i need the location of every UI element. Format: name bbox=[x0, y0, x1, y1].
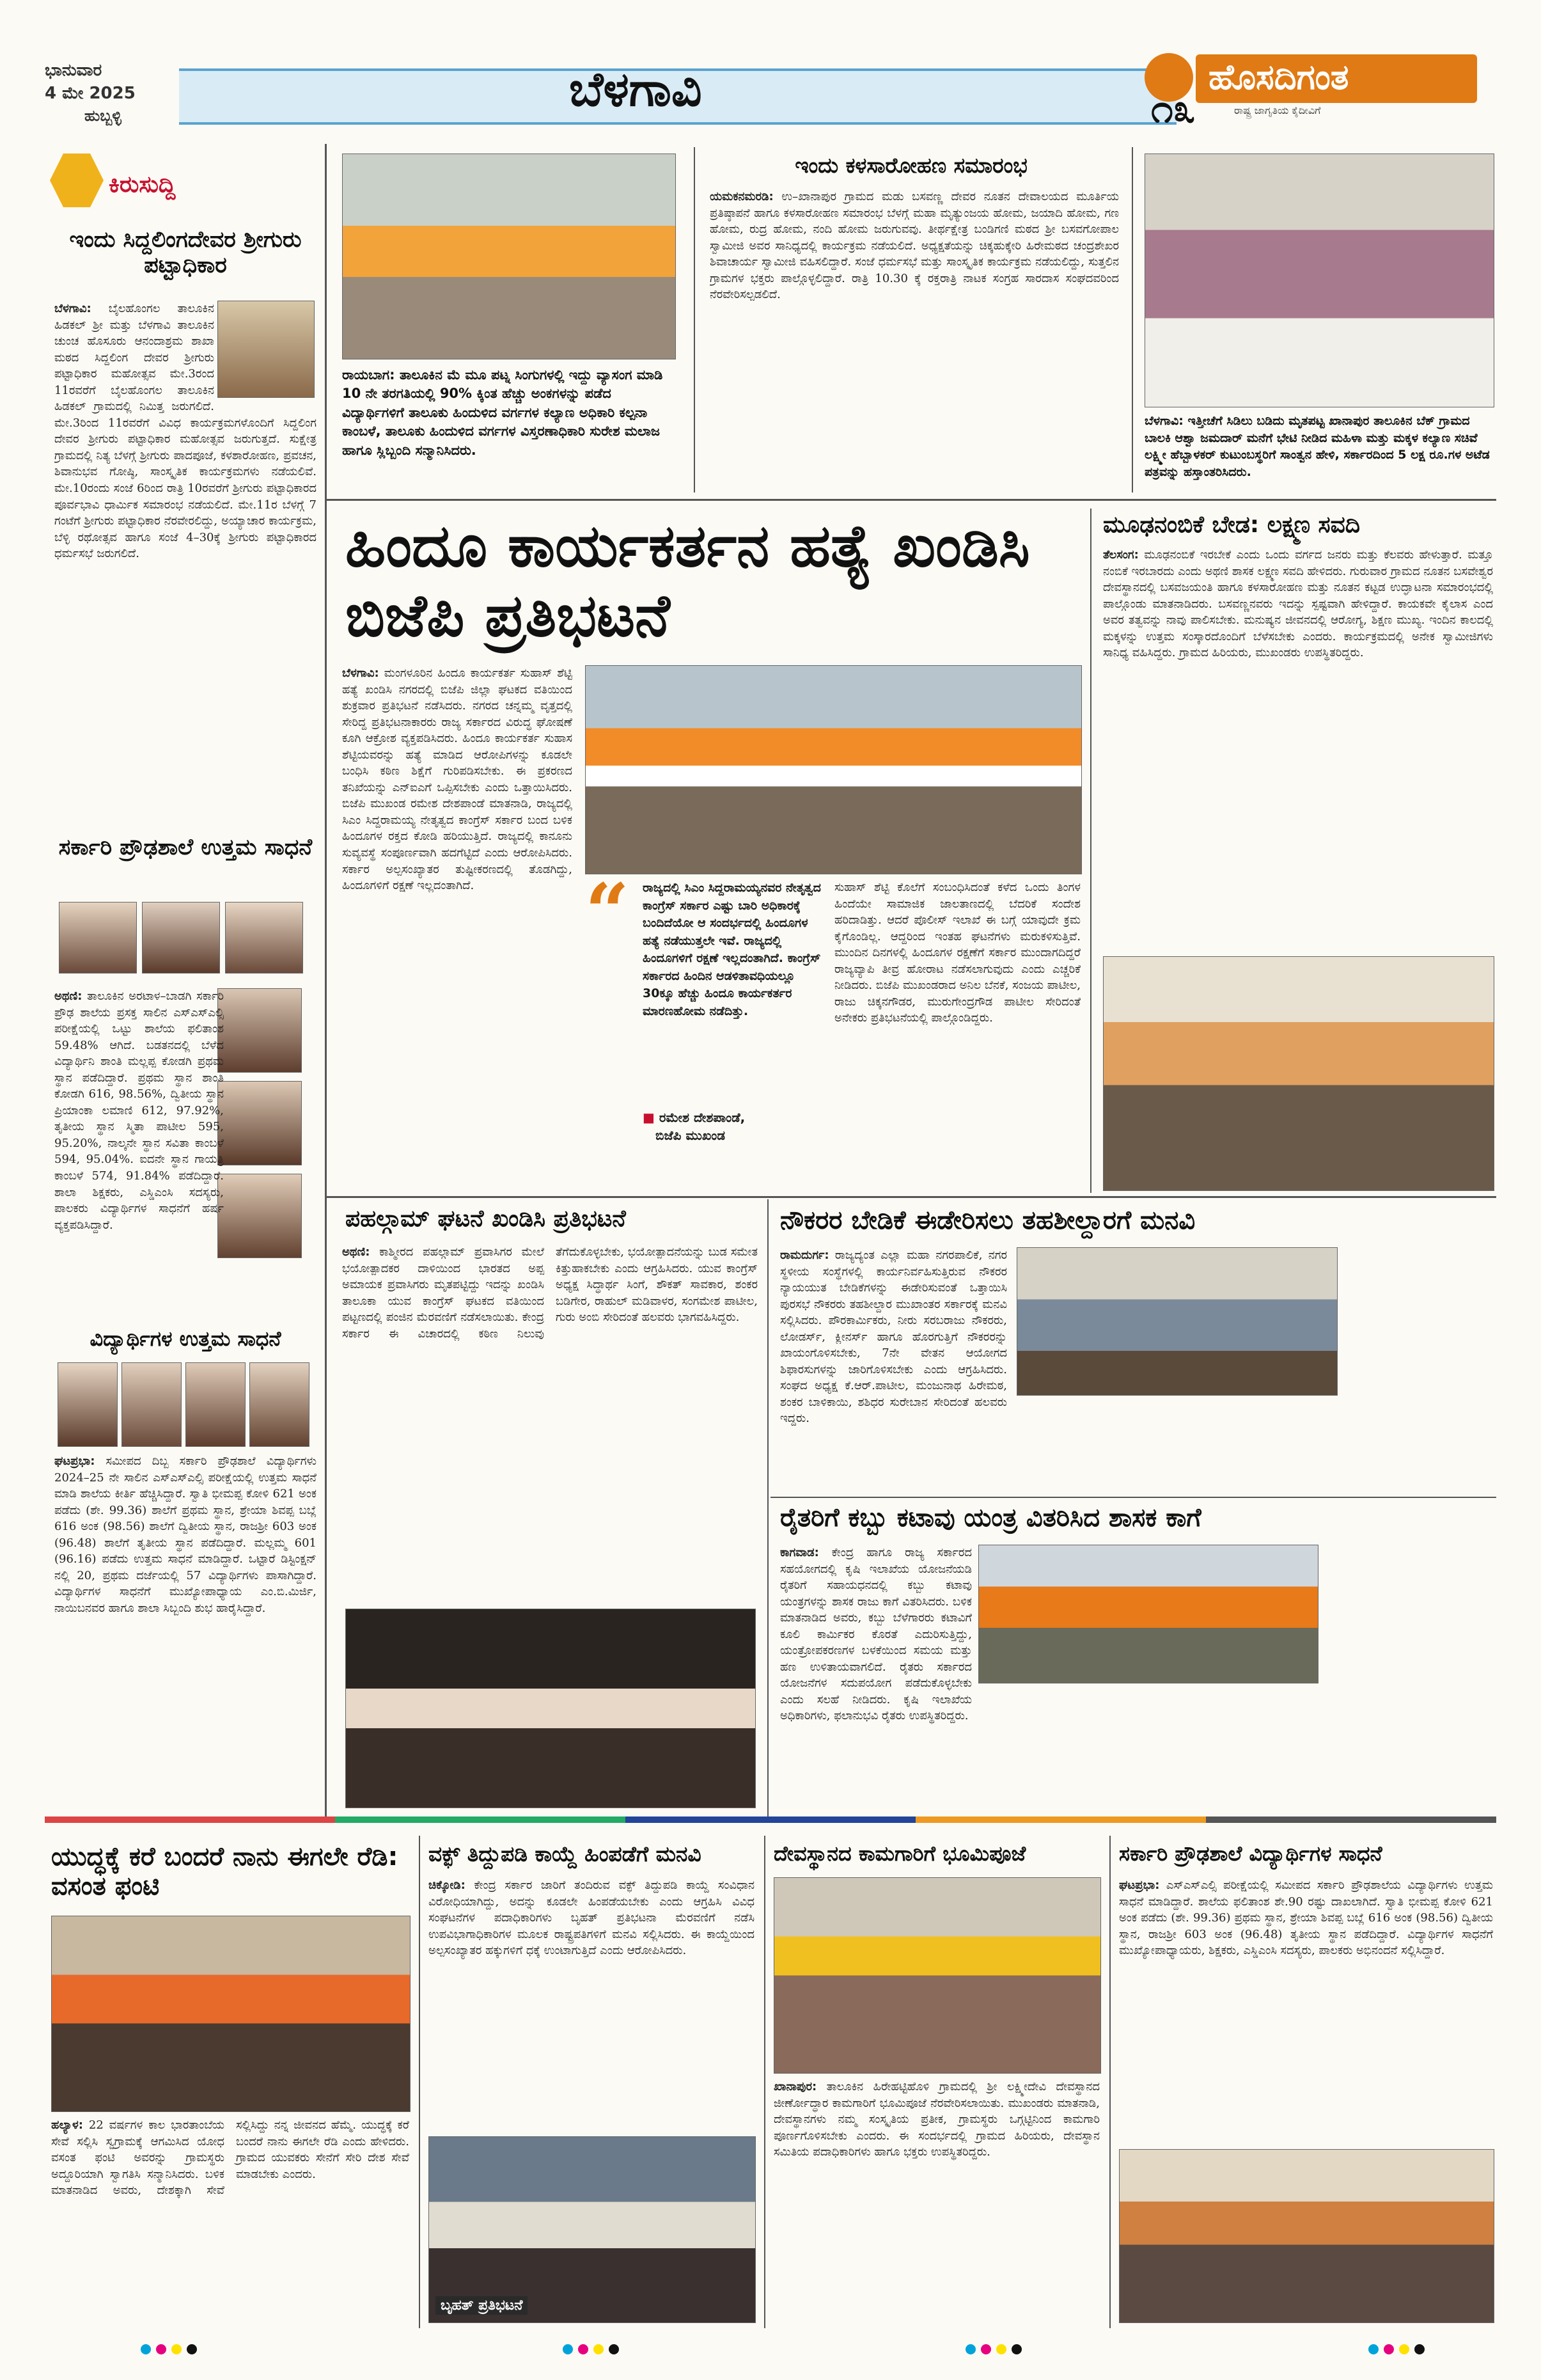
column-rule bbox=[764, 1836, 765, 2328]
story-body bbox=[54, 1453, 317, 1808]
story-title: ವಕ್ಫ್ ತಿದ್ದುಪಡಿ ಕಾಯ್ದೆ ಹಿಂಪಡೆಗೆ ಮನವಿ bbox=[428, 1841, 701, 1866]
student-photo bbox=[121, 1362, 182, 1447]
story-body bbox=[54, 301, 317, 825]
story-body bbox=[428, 1877, 755, 2130]
story-text: ಬೈಲಹೊಂಗಲ ತಾಲೂಕಿನ ಹಿಡಕಲ್ ಶ್ರೀ ಮತ್ತು ಬೆಳಗಾವಿ ತಾಲೂಕಿನ ಚುಂಚ ಹೊಸೂರು ಆನಂದಾಶ್ರಮ ಶಾಖಾ ಮಠದ ಸಿದ್ದಲಿಂಗ ದೇವರ ಶ್ರೀಗುರು ಪಟ್ಟಾಧಿಕಾರ ಮಹೋತ್ಸವ ಮೇ.3ರಂದ 11ರವರೆಗೆ ಬೈಲಹೊಂಗಲ ತಾಲೂಕಿನ ಹಿಡಕಲ್ ಗ್ರಾಮದಲ್ಲಿ ನಿಮಿತ್ತ ಜರುಗಲಿದೆ. ಮೇ.3ರಿಂದ 11ರವರೆಗೆ ವಿವಿಧ ಕಾರ್ಯಕ್ರಮಗಳೊಂದಿಗೆ ಸಿದ್ದಲಿಂಗ ದೇವರ ಶ್ರೀಗುರು ಪಟ್ಟಾಧಿಕಾರ ಮಹೋತ್ಸವ ಜರುಗುತ್ತದೆ. ಸುಕ್ಷೇತ್ರ ಗ್ರಾಮದಲ್ಲಿ ನಿತ್ಯ ಬೆಳಗ್ಗೆ ಶ್ರೀಗುರು ಪಾದಪೂಜೆ, ಕಳಶಾರೋಹಣ, ಪ್ರವಚನ, ಶಿವಾನುಭವ ಗೋಷ್ಠಿ, ಸಾಂಸ್ಕೃತಿಕ ಕಾರ್ಯಕ್ರಮಗಳು ನಡೆಯಲಿವೆ. ಮೇ.10ರಂದು ಸಂಜೆ 6ರಿಂದ ರಾತ್ರಿ 10ರವರೆಗೆ ಶ್ರೀಗುರು ಪಟ್ಟಾಧಿಕಾರದ ಪೂರ್ವಭಾವಿ ಧಾರ್ಮಿಕ ಸಮಾರಂಭ ನಡೆಯಲಿದೆ. ಮೇ.11ರ ಬೆಳಗ್ಗೆ 7 ಗಂಟೆಗೆ ಶ್ರೀಗುರು ಪಟ್ಟಾಧಿಕಾರ ನೆರವೇರಲಿದ್ದು, ಅಯ್ಯಾಚಾರ ಕಾರ್ಯಕ್ರಮ, ಬೆಳ್ಳಿ ರಥೋತ್ಸವ ಹಾಗೂ ಸಂಜೆ 4–30ಕ್ಕೆ ಶ್ರೀಗುರು ಪಟ್ಟಾಧಿಕಾರದ ಧರ್ಮಸಭೆ ಜರುಗಲಿದೆ. bbox=[54, 302, 317, 561]
story-dateline: ಚಿಕ್ಕೋಡಿ: bbox=[428, 1879, 465, 1892]
torch-rally-photo bbox=[345, 1609, 756, 1808]
minister-visit-photo bbox=[1145, 154, 1494, 407]
story-dateline: ಯಮಕನಮರಡಿ: bbox=[710, 190, 774, 203]
registration-marks bbox=[563, 2344, 619, 2354]
story-title: ಪಹಲ್ಗಾಮ್ ಘಟನೆ ಖಂಡಿಸಿ ಪ್ರತಿಭಟನೆ bbox=[345, 1206, 626, 1232]
protest-photo bbox=[585, 665, 1082, 874]
story-text: ಸುಹಾಸ್ ಶೆಟ್ಟಿ ಕೊಲೆಗೆ ಸಂಬಂಧಿಸಿದಂತೆ ಕಳೆದ ಒಂದು ತಿಂಗಳ ಹಿಂದೆಯೇ ಸಾಮಾಜಿಕ ಜಾಲತಾಣದಲ್ಲಿ ಬೆದರಿಕೆ ಸಂದೇಶ ಹರಿದಾಡಿತ್ತು. ಆದರೆ ಪೊಲೀಸ್ ಇಲಾಖೆ ಈ ಬಗ್ಗೆ ಯಾವುದೇ ಕ್ರಮ ಕೈಗೊಂಡಿಲ್ಲ. ಆದ್ದರಿಂದ ಇಂತಹ ಘಟನೆಗಳು ಮರುಕಳಿಸುತ್ತಿವೆ. ಮುಂದಿನ ದಿನಗಳಲ್ಲಿ ಹಿಂದೂಗಳ ರಕ್ಷಣೆಗೆ ಸರ್ಕಾರ ಮುಂದಾಗದಿದ್ದರೆ ರಾಜ್ಯವ್ಯಾಪಿ ತೀವ್ರ ಹೋರಾಟ ನಡೆಸಲಾಗುವುದು ಎಂದು ಎಚ್ಚರಿಕೆ ನೀಡಿದರು. ಬಿಜೆಪಿ ಮುಖಂಡರಾದ ಅನಿಲ ಬೆನಕೆ, ಸಂಜಯ ಪಾಟೀಲ, ರಾಜು ಚಿಕ್ಕನಗೌಡರ, ಮುರುಗೇಂದ್ರಗೌಡ ಪಾಟೀಲ ಸೇರಿದಂತೆ ಅನೇಕರು ಪ್ರತಿಭಟನೆಯಲ್ಲಿ ಪಾಲ್ಗೊಂಡಿದ್ದರು. bbox=[834, 881, 1081, 1025]
story-dateline: ಅಥಣಿ: bbox=[54, 989, 82, 1003]
story-body bbox=[1119, 1877, 1493, 2143]
story-dateline: ಕಾಗವಾಡ: bbox=[780, 1546, 819, 1559]
story-body bbox=[710, 189, 1119, 496]
row-rule bbox=[325, 499, 1496, 501]
harvester-photo bbox=[978, 1545, 1318, 1683]
story-body bbox=[342, 1244, 758, 1602]
story-title: ಮೂಢನಂಬಿಕೆ ಬೇಡ: ಲಕ್ಷ್ಮಣ ಸವದಿ bbox=[1103, 512, 1361, 538]
quote-text: ರಾಜ್ಯದಲ್ಲಿ ಸಿಎಂ ಸಿದ್ದರಾಮಯ್ಯನವರ ನೇತೃತ್ವದ ಕಾಂಗ್ರೆಸ್ ಸರ್ಕಾರ ಎಷ್ಟು ಬಾರಿ ಅಧಿಕಾರಕ್ಕೆ ಬಂದಿದೆಯೋ ಆ ಸಂದರ್ಭದಲ್ಲಿ ಹಿಂದೂಗಳ ಹತ್ಯೆ ನಡೆಯುತ್ತಲೇ ಇವೆ. ರಾಜ್ಯದಲ್ಲಿ ಹಿಂದೂಗಳಿಗೆ ರಕ್ಷಣೆ ಇಲ್ಲದಂತಾಗಿದೆ. ಕಾಂಗ್ರೆಸ್ ಸರ್ಕಾರದ ಹಿಂದಿನ ಆಡಳಿತಾವಧಿಯಲ್ಲೂ 30ಕ್ಕೂ ಹೆಚ್ಚು ಹಿಂದೂ ಕಾರ್ಯಕರ್ತರ ಮಾರಣಹೋಮ ನಡೆದಿತ್ತು. bbox=[643, 881, 821, 1018]
story-text: ಸಮೀಪದ ದಿಬ್ಬ ಸರ್ಕಾರಿ ಪ್ರೌಢಶಾಲೆ ವಿದ್ಯಾರ್ಥಿಗಳು 2024–25 ನೇ ಸಾಲಿನ ಎಸ್ಎಸ್ಎಲ್ಸಿ ಪರೀಕ್ಷೆಯಲ್ಲಿ ಉತ್ತಮ ಸಾಧನೆ ಮಾಡಿ ಶಾಲೆಯ ಕೀರ್ತಿ ಹೆಚ್ಚಿಸಿದ್ದಾರೆ. ಸ್ವಾತಿ ಭೀಮಪ್ಪ ಕೋಳಿ 621 ಅಂಕ ಪಡೆದು (ಶೇ. 99.36) ಶಾಲೆಗೆ ಪ್ರಥಮ ಸ್ಥಾನ, ಶ್ರೇಯಾ ಶಿವಪ್ಪ ಬಬ್ಲೆ 616 ಅಂಕ (98.56) ಶಾಲೆಗೆ ದ್ವಿತೀಯ ಸ್ಥಾನ, ರಾಜಶ್ರೀ 603 ಅಂಕ (96.48) ಶಾಲೆಗೆ ತೃತೀಯ ಸ್ಥಾನ ಪಡೆದಿದ್ದಾರೆ. ಮಲ್ಲಮ್ಮ 601 (96.16) ಪಡೆದು ಉತ್ತಮ ಸಾಧನೆ ಮಾಡಿದ್ದಾರೆ. ಒಟ್ಟಾರೆ ಡಿಸ್ಟಿಂಕ್ಷನ್ ನಲ್ಲಿ 20, ಪ್ರಥಮ ದರ್ಜೆಯಲ್ಲಿ 57 ವಿದ್ಯಾರ್ಥಿಗಳು ಪಾಸಾಗಿದ್ದಾರೆ. ವಿದ್ಯಾರ್ಥಿಗಳ ಸಾಧನೆಗೆ ಮುಖ್ಯೋಪಾಧ್ಯಾಯ ಎಂ.ಬಿ.ಮಿರ್ಜಿ, ನಾಯಿಬನವರ ಹಾಗೂ ಶಾಲಾ ಸಿಬ್ಬಂದಿ ಶುಭ ಹಾರೈಸಿದ್ದಾರೆ. bbox=[54, 1454, 317, 1615]
groundbreaking-photo bbox=[774, 1877, 1101, 2074]
registration-marks bbox=[966, 2344, 1022, 2354]
row-rule bbox=[325, 1196, 1496, 1198]
masthead-place: ಹುಬ್ಬಳ್ಳಿ bbox=[84, 107, 121, 125]
soldier-welcome-photo bbox=[51, 1916, 411, 2112]
story-text: ಉ–ಖಾನಾಪುರ ಗ್ರಾಮದ ಮಡು ಬಸವಣ್ಣ ದೇವರ ನೂತನ ದೇವಾಲಯದ ಮೂರ್ತಿಯ ಪ್ರತಿಷ್ಠಾಪನೆ ಹಾಗೂ ಕಳಸಾರೋಹಣ ಸಮಾರಂಭ ಬೆಳಗ್ಗೆ ಮಹಾ ಮೃತ್ಯುಂಜಯ ಹೋಮ, ಜಯಾದಿ ಹೋಮ, ಗಣ ಹೋಮ, ರುದ್ರ ಹೋಮ, ನಂದಿ ಹೋಮ ಜರುಗುವವು. ತೀರ್ಥಕ್ಷೇತ್ರ ಬಂಡಿಗಣಿ ಮಠದ ಶ್ರೀ ಬಸವಗೋಪಾಲ ಸ್ವಾಮೀಜಿ ಅವರ ಸಾನಿಧ್ಯದಲ್ಲಿ ಕಾರ್ಯಕ್ರಮ ನಡೆಯಲಿದೆ. ಅಧ್ಯಕ್ಷತೆಯನ್ನು ಚಿಕ್ಕಹುಕ್ಕೇರಿ ಹಿರೇಮಠದ ಚಂದ್ರಶೇಖರ ಶಿವಾಚಾರ್ಯ ಸ್ವಾಮೀಜಿ ವಹಿಸಲಿದ್ದಾರೆ. ಸಂಜೆ ಧರ್ಮಸಭೆ ಮತ್ತು ಸಾಂಸ್ಕೃತಿಕ ಕಾರ್ಯಕ್ರಮ ನಡೆಯಲಿದ್ದು, ಸುತ್ತಲಿನ ಗ್ರಾಮಗಳ ಭಕ್ತರು ಪಾಲ್ಗೊಳ್ಳಲಿದ್ದಾರೆ. ರಾತ್ರಿ 10.30 ಕ್ಕೆ ರಕ್ತರಾತ್ರಿ ನಾಟಕ ಸಂಗ್ರಹ ಸಾರದಾಸ ಸಂಘದವರಿಂದ ನೆರವೇರಿಸಲ್ಪಡಲಿದೆ. bbox=[710, 190, 1119, 302]
story-dateline: ಬೆಳಗಾವಿ: bbox=[54, 302, 91, 315]
column-rule bbox=[1090, 508, 1091, 1193]
story-body bbox=[51, 2117, 409, 2322]
story-body-continued bbox=[978, 1689, 1317, 1810]
event-photo bbox=[1103, 956, 1494, 1191]
story-text: ಕೇಂದ್ರ ಹಾಗೂ ರಾಜ್ಯ ಸರ್ಕಾರದ ಸಹಯೋಗದಲ್ಲಿ ಕೃಷಿ ಇಲಾಖೆಯ ಯೋಜನೆಯಡಿ ರೈತರಿಗೆ ಸಹಾಯಧನದಲ್ಲಿ ಕಬ್ಬು ಕಟಾವು ಯಂತ್ರಗಳನ್ನು ಶಾಸಕ ರಾಜು ಕಾಗೆ ವಿತರಿಸಿದರು. ಬಳಿಕ ಮಾತನಾಡಿದ ಅವರು, ಕಬ್ಬು ಬೆಳೆಗಾರರು ಕಟಾವಿಗೆ ಕೂಲಿ ಕಾರ್ಮಿಕರ ಕೊರತೆ ಎದುರಿಸುತ್ತಿದ್ದು, ಯಂತ್ರೋಪಕರಣಗಳ ಬಳಕೆಯಿಂದ ಸಮಯ ಮತ್ತು ಹಣ ಉಳಿತಾಯವಾಗಲಿದೆ. ರೈತರು ಸರ್ಕಾರದ ಯೋಜನೆಗಳ ಸದುಪಯೋಗ ಪಡೆದುಕೊಳ್ಳಬೇಕು ಎಂದು ಸಲಹೆ ನೀಡಿದರು. ಕೃಷಿ ಇಲಾಖೆಯ ಅಧಿಕಾರಿಗಳು, ಫಲಾನುಭವಿ ರೈತರು ಉಪಸ್ಥಿತರಿದ್ದರು. bbox=[780, 1546, 972, 1723]
registration-marks bbox=[1368, 2344, 1425, 2354]
column-rule bbox=[419, 1836, 420, 2328]
story-dateline: ಖಾನಾಪುರ: bbox=[774, 2080, 817, 2093]
story-title: ಇಂದು ಸಿದ್ದಲಿಂಗದೇವರ ಶ್ರೀಗುರು ಪಟ್ಟಾಧಿಕಾರ bbox=[69, 227, 302, 279]
masthead bbox=[45, 57, 1496, 132]
felicitation-photo bbox=[342, 154, 676, 359]
story-text: ರಾಜ್ಯದ್ಯಂತ ಎಲ್ಲಾ ಮಹಾ ನಗರಪಾಲಿಕೆ, ನಗರ ಸ್ಥಳೀಯ ಸಂಸ್ಥೆಗಳಲ್ಲಿ ಕಾರ್ಯನಿರ್ವಹಿಸುತ್ತಿರುವ ನೌಕರರ ನ್ಯಾಯಯುತ ಬೇಡಿಕೆಗಳನ್ನು ಈಡೇರಿಸುವಂತೆ ಒತ್ತಾಯಿಸಿ ಪುರಸಭೆ ನೌಕರರು ತಹಶೀಲ್ದಾರ ಮುಖಾಂತರ ಸರ್ಕಾರಕ್ಕೆ ಮನವಿ ಸಲ್ಲಿಸಿದರು. ಪೌರಕಾರ್ಮಿಕರು, ನೀರು ಸರಬರಾಜು ನೌಕರರು, ಲೋಡರ್ಸ್, ಕ್ಲೀನರ್ಸ್ ಹಾಗೂ ಹೊರಗುತ್ತಿಗೆ ನೌಕರರನ್ನು ಖಾಯಂಗೊಳಿಸಬೇಕು, 7ನೇ ವೇತನ ಆಯೋಗದ ಶಿಫಾರಸುಗಳನ್ನು ಜಾರಿಗೊಳಿಸಬೇಕು ಎಂದು ಆಗ್ರಹಿಸಿದರು. ಸಂಘದ ಅಧ್ಯಕ್ಷ ಕೆ.ಆರ್.ಪಾಟೀಲ, ಮಂಜುನಾಥ ಹಿರೇಮಠ, ಶಂಕರ ಬಾಳಿಕಾಯಿ, ಶಶಿಧರ ಸುರೇಬಾನ ಸೇರಿದಂತೆ ಹಲವರು ಇದ್ದರು. bbox=[780, 1249, 1007, 1426]
student-photo bbox=[249, 1362, 309, 1447]
paper-name: ಹೊಸದಿಗಂತ bbox=[1209, 57, 1349, 97]
story-title: ಸರ್ಕಾರಿ ಪ್ರೌಢಶಾಲೆ ಉತ್ತಮ ಸಾಧನೆ bbox=[58, 835, 313, 860]
story-text: ಮೂಢನಂಬಿಕೆ ಇರಬೇಕೆ ಎಂದು ಒಂದು ವರ್ಗದ ಜನರು ಮತ್ತು ಕೆಲವರು ಹೇಳುತ್ತಾರೆ. ಮತ್ತೂ ನಂಬಿಕೆ ಇರಬಾರದು ಎಂದು ಅಥಣಿ ಶಾಸಕ ಲಕ್ಷ್ಮಣ ಸವದಿ ಹೇಳಿದರು. ಗುರುವಾರ ಗ್ರಾಮದ ನೂತನ ಬಸವೇಶ್ವರ ದೇವಸ್ಥಾನದಲ್ಲಿ ಬಸವಜಯಂತಿ ಹಾಗೂ ಕಳಸಾರೋಹಣ ಮತ್ತು ನೂತನ ಕಟ್ಟಡ ಉದ್ಘಾಟನಾ ಸಮಾರಂಭದಲ್ಲಿ ಪಾಲ್ಗೊಂಡು ಮಾತನಾಡಿದರು. ಬಸವಣ್ಣನವರು ಇದನ್ನು ಸ್ಪಷ್ಟವಾಗಿ ಹೇಳಿದ್ದಾರೆ. ಕಾಯಕವೇ ಕೈಲಾಸ ಎಂದ ಅವರ ತತ್ವವನ್ನು ನಾವು ಪಾಲಿಸಬೇಕು. ಮನುಷ್ಯನ ಜೀವನದಲ್ಲಿ ಆರೋಗ್ಯ, ಶಿಕ್ಷಣ ಮುಖ್ಯ. ಇಂದಿನ ಕಾಲದಲ್ಲಿ ಮಕ್ಕಳನ್ನು ಉತ್ತಮ ಸಂಸ್ಕಾರದೊಂದಿಗೆ ಬೆಳೆಸಬೇಕು ಎಂದರು. ಕಾರ್ಯಕ್ರಮದಲ್ಲಿ ಅನೇಕ ಸ್ವಾಮೀಜಿಗಳು ಸಾನಿಧ್ಯ ವಹಿಸಿದ್ದರು. ಗ್ರಾಮದ ಹಿರಿಯರು, ಮುಖಂಡರು ಉಪಸ್ಥಿತರಿದ್ದರು. bbox=[1103, 548, 1493, 660]
quote-role: ಬಿಜೆಪಿ ಮುಖಂಡ bbox=[655, 1128, 726, 1143]
story-text: ಮಂಗಳೂರಿನ ಹಿಂದೂ ಕಾರ್ಯಕರ್ತ ಸುಹಾಸ್ ಶೆಟ್ಟಿ ಹತ್ಯೆ ಖಂಡಿಸಿ ನಗರದಲ್ಲಿ ಬಿಜೆಪಿ ಜಿಲ್ಲಾ ಘಟಕದ ವತಿಯಿಂದ ಶುಕ್ರವಾರ ಪ್ರತಿಭಟನೆ ನಡೆಸಿದರು. ನಗರದ ಚನ್ನಮ್ಮ ವೃತ್ತದಲ್ಲಿ ಸೇರಿದ್ದ ಪ್ರತಿಭಟನಾಕಾರರು ರಾಜ್ಯ ಸರ್ಕಾರದ ವಿರುದ್ಧ ಘೋಷಣೆ ಕೂಗಿ ಆಕ್ರೋಶ ವ್ಯಕ್ತಪಡಿಸಿದರು. ಹಿಂದೂ ಕಾರ್ಯಕರ್ತ ಸುಹಾಸ ಶೆಟ್ಟಿಯವರನ್ನು ಹತ್ಯೆ ಮಾಡಿದ ಆರೋಪಿಗಳನ್ನು ಕೂಡಲೇ ಬಂಧಿಸಿ ಕಠಿಣ ಶಿಕ್ಷೆಗೆ ಗುರಿಪಡಿಸಬೇಕು. ಈ ಪ್ರಕರಣದ ತನಿಖೆಯನ್ನು ಎನ್ಐಎಗೆ ಒಪ್ಪಿಸಬೇಕು ಎಂದು ಒತ್ತಾಯಿಸಿದರು. ಬಿಜೆಪಿ ಮುಖಂಡ ರಮೇಶ ದೇಶಪಾಂಡೆ ಮಾತನಾಡಿ, ರಾಜ್ಯದಲ್ಲಿ ಸಿಎಂ ಸಿದ್ದರಾಮಯ್ಯ ನೇತೃತ್ವದ ಕಾಂಗ್ರೆಸ್ ಸರ್ಕಾರ ಬಂದ ಬಳಿಕ ಹಿಂದೂಗಳ ರಕ್ತದ ಕೋಡಿ ಹರಿಯುತ್ತಿದೆ. ರಾಜ್ಯದಲ್ಲಿ ಕಾನೂನು ಸುವ್ಯವಸ್ಥೆ ಸಂಪೂರ್ಣವಾಗಿ ಹದಗೆಟ್ಟಿದೆ ಎಂದು ಆರೋಪಿಸಿದರು. ಸರ್ಕಾರ ಅಲ್ಪಸಂಖ್ಯಾತರ ತುಷ್ಟೀಕರಣದಲ್ಲಿ ತೊಡಗಿದ್ದು, ಹಿಂದೂಗಳಿಗೆ ರಕ್ಷಣೆ ಇಲ್ಲದಂತಾಗಿದೆ. bbox=[342, 666, 572, 893]
story-text: ಕಾಶ್ಮೀರದ ಪಹಲ್ಗಾಮ್ ಪ್ರವಾಸಿಗರ ಮೇಲೆ ಭಯೋತ್ಪಾದಕರ ದಾಳಿಯಿಂದ ಭಾರತದ ಅಪ್ಪ ಅಮಾಯಕ ಪ್ರವಾಸಿಗರು ಮೃತಪಟ್ಟಿದ್ದು ಇದನ್ನು ಖಂಡಿಸಿ ತಾಲೂಕಾ ಯುವ ಕಾಂಗ್ರೆಸ್ ಘಟಕದ ವತಿಯಿಂದ ಪಟ್ಟಣದಲ್ಲಿ ಪಂಜಿನ ಮೆರವಣಿಗೆ ನಡೆಸಲಾಯಿತು. ಕೇಂದ್ರ ಸರ್ಕಾರ ಈ ವಿಚಾರದಲ್ಲಿ ಕಠಿಣ ನಿಲುವು ತೆಗೆದುಕೊಳ್ಳಬೇಕು, ಭಯೋತ್ಪಾದನೆಯನ್ನು ಬುಡ ಸಮೇತ ಕಿತ್ತುಹಾಕಬೇಕು ಎಂದು ಆಗ್ರಹಿಸಿದರು. ಯುವ ಕಾಂಗ್ರೆಸ್ ಅಧ್ಯಕ್ಷ ಸಿದ್ಧಾರ್ಥ ಸಿಂಗೆ, ಶೌಕತ್ ಸಾವಕಾರ, ಶಂಕರ ಬಡಿಗೇರ, ರಾಹುಲ್ ಮಡಿವಾಳರ, ಸಂಗಮೇಶ ಪಾಟೀಲ, ಗುರು ಅಂಬಿ ಸೇರಿದಂತೆ ಹಲವರು ಭಾಗವಹಿಸಿದ್ದರು. bbox=[342, 1245, 758, 1341]
story-dateline: ಘಟಪ್ರಭಾ: bbox=[54, 1454, 95, 1468]
row-rule bbox=[770, 1497, 1496, 1498]
story-text: ತಾಲೂಕಿನ ಅರಟಾಳ–ಬಾಡಗಿ ಸರ್ಕಾರಿ ಪ್ರೌಢ ಶಾಲೆಯ ಪ್ರಸಕ್ತ ಸಾಲಿನ ಎಸ್ಎಸ್ಎಲ್ಸಿ ಪರೀಕ್ಷೆಯಲ್ಲಿ ಒಟ್ಟು ಶಾಲೆಯ ಫಲಿತಾಂಶ 59.48% ಆಗಿದೆ. ಬಡತನದಲ್ಲಿ ಬೆಳೆದ ವಿದ್ಯಾರ್ಥಿನಿ ಶಾಂತಿ ಮಲ್ಲಪ್ಪ ಕೋಡಗಿ ಪ್ರಥಮ ಸ್ಥಾನ ಪಡೆದಿದ್ದಾರೆ. ಪ್ರಥಮ ಸ್ಥಾನ ಶಾಂತಿ ಕೋಡಗಿ 616, 98.56%, ದ್ವಿತೀಯ ಸ್ಥಾನ ಪ್ರಿಯಾಂಕಾ ಲಮಾಣಿ 612, 97.92%, ತೃತೀಯ ಸ್ಥಾನ ಸ್ಮಿತಾ ಪಾಟೀಲ 595, 95.20%, ನಾಲ್ಕನೇ ಸ್ಥಾನ ಸವಿತಾ ಕಾಂಬಳೆ 594, 95.04%. ಐದನೇ ಸ್ಥಾನ ಗಾಯತ್ರಿ ಕಾಂಬಳೆ 574, 91.84% ಪಡೆದಿದ್ದಾರೆ. ಶಾಲಾ ಶಿಕ್ಷಕರು, ಎಸ್ಡಿಎಂಸಿ ಸದಸ್ಯರು, ಪಾಲಕರು ವಿದ್ಯಾರ್ಥಿಗಳ ಸಾಧನೆಗೆ ಹರ್ಷ ವ್ಯಕ್ತಪಡಿಸಿದ್ದಾರೆ. bbox=[54, 989, 224, 1232]
story-body bbox=[54, 988, 317, 1321]
column-rule bbox=[767, 1199, 769, 1817]
story-title: ಇಂದು ಕಳಸಾರೋಹಣ ಸಮಾರಂಭ bbox=[795, 153, 1028, 178]
student-photo bbox=[142, 902, 220, 973]
lead-body-col1 bbox=[342, 665, 572, 1190]
story-dateline: ಘಟಪ್ರಭಾ: bbox=[1119, 1879, 1160, 1892]
story-text: ತಾಲೂಕಿನ ಹಿರೇಹಟ್ಟಿಹೊಳಿ ಗ್ರಾಮದಲ್ಲಿ ಶ್ರೀ ಲಕ್ಷ್ಮೀದೇವಿ ದೇವಸ್ಥಾನದ ಜೀರ್ಣೋದ್ಧಾರ ಕಾಮಗಾರಿಗೆ ಭೂಮಿಪೂಜೆ ನೆರವೇರಿಸಲಾಯಿತು. ಮುಖಂಡರು ಮಾತನಾಡಿ, ದೇವಸ್ಥಾನಗಳು ನಮ್ಮ ಸಂಸ್ಕೃತಿಯ ಪ್ರತೀಕ, ಗ್ರಾಮಸ್ಥರು ಒಗ್ಗಟ್ಟಿನಿಂದ ಕಾಮಗಾರಿ ಪೂರ್ಣಗೊಳಿಸಬೇಕು ಎಂದರು. ಈ ಸಂದರ್ಭದಲ್ಲಿ ಗ್ರಾಮದ ಹಿರಿಯರು, ದೇವಸ್ಥಾನ ಸಮಿತಿಯ ಪದಾಧಿಕಾರಿಗಳು ಹಾಗೂ ಭಕ್ತರು ಉಪಸ್ಥಿತರಿದ್ದರು. bbox=[774, 2080, 1100, 2159]
lead-headline: ಹಿಂದೂ ಕಾರ್ಯಕರ್ತನ ಹತ್ಯೆ ಖಂಡಿಸಿ ಬಿಜೆಪಿ ಪ್ರತಿಭಟನೆ bbox=[345, 512, 1030, 650]
story-title: ರೈತರಿಗೆ ಕಬ್ಬು ಕಟಾವು ಯಂತ್ರ ವಿತರಿಸಿದ ಶಾಸಕ ಕಾಗೆ bbox=[780, 1503, 1201, 1533]
paper-tagline: ರಾಷ್ಟ್ರ ಜಾಗೃತಿಯ ಕೈದೀವಿಗೆ bbox=[1234, 104, 1321, 116]
color-stripe bbox=[45, 1817, 1496, 1823]
paper-logo bbox=[1132, 48, 1490, 132]
story-body-continued bbox=[1346, 1247, 1493, 1490]
story-dateline: ಬೆಳಗಾವಿ: bbox=[342, 666, 379, 680]
column-rule bbox=[694, 147, 695, 493]
banner-text: ಬೃಹತ್ ಪ್ರತಿಭಟನೆ bbox=[435, 2296, 528, 2315]
story-dateline: ರಾಮದುರ್ಗ: bbox=[780, 1249, 829, 1262]
student-photo bbox=[185, 1362, 246, 1447]
photo-caption: ರಾಯಬಾಗ: ತಾಲೂಕಿನ ಮೆ ಮೂ ಪಟ್ನ ಸಿಂಗುಗಳಲ್ಲಿ ಇದ್ದು ವ್ಯಾಸಂಗ ಮಾಡಿ 10 ನೇ ತರಗತಿಯಲ್ಲಿ 90% ಕ್ಕಿಂತ ಹೆಚ್ಚು ಅಂಕಗಳನ್ನು ಪಡೆದ ವಿದ್ಯಾರ್ಥಿಗಳಿಗೆ ತಾಲೂಕು ಹಿಂದುಳಿದ ವರ್ಗಗಳ ಕಲ್ಯಾಣ ಅಧಿಕಾರಿ ಕಲ್ಪನಾ ಕಾಂಬಳೆ, ತಾಲೂಕು ಹಿಂದುಳಿದ ವರ್ಗಗಳ ವಿಸ್ತರಣಾಧಿಕಾರಿ ಸುರೇಶ ಮಲಾಜ ಹಾಗೂ ಸ್ಲಿಬ್ಬಂದಿ ಸನ್ಮಾನಿಸಿದರು. bbox=[342, 367, 663, 458]
photo-caption: ಬೆಳಗಾವಿ: ಇತ್ತೀಚೆಗೆ ಸಿಡಿಲು ಬಡಿದು ಮೃತಪಟ್ಟ ಖಾನಾಪುರ ತಾಲೂಕಿನ ಬೆಕ್ ಗ್ರಾಮದ ಬಾಲಕಿ ಆಶ್ವಾ ಜಮದಾರ್ ಮನೆಗೆ ಭೇಟಿ ನೀಡಿದ ಮಹಿಳಾ ಮತ್ತು ಮಕ್ಕಳ ಕಲ್ಯಾಣ ಸಚಿವೆ ಲಕ್ಷ್ಮೀ ಹೆಬ್ಬಾಳಕರ್ ಕುಟುಂಬಸ್ಥರಿಗೆ ಸಾಂತ್ವನ ಹೇಳಿ, ಸರ್ಕಾರದಿಂದ 5 ಲಕ್ಷ ರೂ.ಗಳ ಅಟೆಡ ಪತ್ರವನ್ನು ಹಸ್ತಾಂತರಿಸಿದರು. bbox=[1145, 414, 1490, 479]
waqf-protest-photo bbox=[428, 2136, 756, 2323]
column-rule bbox=[325, 144, 327, 1817]
masthead-day: ಭಾನುವಾರ bbox=[45, 61, 102, 80]
story-dateline: ಹಲ್ಯಾಳ: bbox=[51, 2118, 83, 2132]
story-body bbox=[774, 2079, 1100, 2322]
school-students-photo bbox=[1119, 2149, 1494, 2323]
lead-body-col2 bbox=[834, 879, 1081, 1190]
story-text: 22 ವರ್ಷಗಳ ಕಾಲ ಭಾರತಾಂಬೆಯ ಸೇವೆ ಸಲ್ಲಿಸಿ ಸ್ವಗ್ರಾಮಕ್ಕೆ ಆಗಮಿಸಿದ ಯೋಧ ವಸಂತ ಫಂಟಿ ಅವರನ್ನು ಗ್ರಾಮಸ್ಥರು ಅದ್ದೂರಿಯಾಗಿ ಸ್ವಾಗತಿಸಿ ಸನ್ಮಾನಿಸಿದರು. ಬಳಿಕ ಮಾತನಾಡಿದ ಅವರು, ದೇಶಕ್ಕಾಗಿ ಸೇವೆ ಸಲ್ಲಿಸಿದ್ದು ನನ್ನ ಜೀವನದ ಹೆಮ್ಮೆ. ಯುದ್ಧಕ್ಕೆ ಕರೆ ಬಂದರೆ ನಾನು ಈಗಲೇ ರೆಡಿ ಎಂದು ಹೇಳಿದರು. ಗ್ರಾಮದ ಯುವಕರು ಸೇನೆಗೆ ಸೇರಿ ದೇಶ ಸೇವೆ ಮಾಡಬೇಕು ಎಂದರು. bbox=[51, 2118, 409, 2198]
student-photo bbox=[58, 1362, 118, 1447]
column-rule bbox=[1132, 147, 1133, 493]
story-title: ನೌಕರರ ಬೇಡಿಕೆ ಈಡೇರಿಸಲು ತಹಶೀಲ್ದಾರಗೆ ಮನವಿ bbox=[780, 1206, 1196, 1235]
page-number: ೧೩ bbox=[1151, 85, 1196, 132]
column-rule bbox=[1109, 1836, 1111, 2328]
story-dateline: ಅಥಣಿ: bbox=[342, 1245, 370, 1259]
section-title: ಬೆಳಗಾವಿ bbox=[569, 62, 702, 117]
quote-icon: “ bbox=[585, 867, 630, 957]
registration-marks bbox=[141, 2344, 197, 2354]
memorandum-photo bbox=[1017, 1247, 1338, 1396]
student-photo bbox=[59, 902, 137, 973]
pull-quote: “ ರಾಜ್ಯದಲ್ಲಿ ಸಿಎಂ ಸಿದ್ದರಾಮಯ್ಯನವರ ನೇತೃತ್ವದ ಕಾಂಗ್ರೆಸ್ ಸರ್ಕಾರ ಎಷ್ಟು ಬಾರಿ ಅಧಿಕಾರಕ್ಕೆ ಬಂದಿದೆಯೋ ಆ ಸಂದರ್ಭದಲ್ಲಿ ಹಿಂದೂಗಳ ಹತ್ಯೆ ನಡೆಯುತ್ತಲೇ ಇವೆ. ರಾಜ್ಯದಲ್ಲಿ ಹಿಂದೂಗಳಿಗೆ ರಕ್ಷಣೆ ಇಲ್ಲದಂತಾಗಿದೆ. ಕಾಂಗ್ರೆಸ್ ಸರ್ಕಾರದ ಹಿಂದಿನ ಆಡಳಿತಾವಧಿಯಲ್ಲೂ 30ಕ್ಕೂ ಹೆಚ್ಚು ಹಿಂದೂ ಕಾರ್ಯಕರ್ತರ ಮಾರಣಹೋಮ ನಡೆದಿತ್ತು. ■ ರಮೇಶ ದೇಶಪಾಂಡೆ, ಬಿಜೆಪಿ ಮುಖಂಡ bbox=[585, 867, 821, 1143]
story-title: ವಿದ್ಯಾರ್ಥಿಗಳ ಉತ್ತಮ ಸಾಧನೆ bbox=[90, 1327, 281, 1351]
story-body bbox=[780, 1545, 972, 1807]
kirusuddi-label: ಕಿರುಸುದ್ದಿ bbox=[109, 171, 176, 198]
story-dateline: ತೆಲಸಂಗ: bbox=[1103, 548, 1139, 562]
story-body bbox=[1103, 547, 1493, 950]
student-photo bbox=[225, 902, 303, 973]
hand-icon bbox=[50, 154, 104, 207]
quote-author: ರಮೇಶ ದೇಶಪಾಂಡೆ, bbox=[659, 1110, 746, 1125]
story-text: ಎಸ್ಎಸ್ಎಲ್ಸಿ ಪರೀಕ್ಷೆಯಲ್ಲಿ ಸಮೀಪದ ಸರ್ಕಾರಿ ಪ್ರೌಢಶಾಲೆಯ ವಿದ್ಯಾರ್ಥಿಗಳು ಉತ್ತಮ ಸಾಧನೆ ಮಾಡಿದ್ದಾರೆ. ಶಾಲೆಯ ಫಲಿತಾಂಶ ಶೇ.90 ರಷ್ಟು ದಾಖಲಾಗಿದೆ. ಸ್ವಾತಿ ಭೀಮಪ್ಪ ಕೋಳಿ 621 ಅಂಕ ಪಡೆದು (ಶೇ. 99.36) ಪ್ರಥಮ ಸ್ಥಾನ, ಶ್ರೇಯಾ ಶಿವಪ್ಪ ಬಬ್ಲೆ 616 ಅಂಕ (98.56) ದ್ವಿತೀಯ ಸ್ಥಾನ, ರಾಜಶ್ರೀ 603 ಅಂಕ (96.48) ತೃತೀಯ ಸ್ಥಾನ ಪಡೆದಿದ್ದಾರೆ. ವಿದ್ಯಾರ್ಥಿಗಳ ಸಾಧನೆಗೆ ಮುಖ್ಯೋಪಾಧ್ಯಾಯರು, ಶಿಕ್ಷಕರು, ಎಸ್ಡಿಎಂಸಿ ಸದಸ್ಯರು, ಪಾಲಕರು ಅಭಿನಂದನೆ ಸಲ್ಲಿಸಿದ್ದಾರೆ. bbox=[1119, 1879, 1493, 1958]
story-title: ಯುದ್ಧಕ್ಕೆ ಕರೆ ಬಂದರೆ ನಾನು ಈಗಲೇ ರೆಡಿ: ವಸಂತ ಫಂಟಿ bbox=[51, 1842, 398, 1901]
story-text: ಕೇಂದ್ರ ಸರ್ಕಾರ ಜಾರಿಗೆ ತಂದಿರುವ ವಕ್ಫ್ ತಿದ್ದುಪಡಿ ಕಾಯ್ದೆ ಸಂವಿಧಾನ ವಿರೋಧಿಯಾಗಿದ್ದು, ಅದನ್ನು ಕೂಡಲೇ ಹಿಂಪಡೆಯಬೇಕು ಎಂದು ಆಗ್ರಹಿಸಿ ವಿವಿಧ ಸಂಘಟನೆಗಳ ಪದಾಧಿಕಾರಿಗಳು ಬೃಹತ್ ಪ್ರತಿಭಟನಾ ಮೆರವಣಿಗೆ ನಡೆಸಿ ಉಪವಿಭಾಗಾಧಿಕಾರಿಗಳ ಮೂಲಕ ರಾಷ್ಟ್ರಪತಿಗಳಿಗೆ ಮನವಿ ಸಲ್ಲಿಸಿದರು. ಈ ಕಾಯ್ದೆಯಿಂದ ಅಲ್ಪಸಂಖ್ಯಾತರ ಹಕ್ಕುಗಳಿಗೆ ಧಕ್ಕೆ ಉಂಟಾಗುತ್ತಿದೆ ಎಂದು ಆರೋಪಿಸಿದರು. bbox=[428, 1879, 755, 1958]
story-title: ಸರ್ಕಾರಿ ಪ್ರೌಢಶಾಲೆ ವಿದ್ಯಾರ್ಥಿಗಳ ಸಾಧನೆ bbox=[1119, 1841, 1382, 1866]
story-body-continued bbox=[1327, 1545, 1493, 1807]
story-title: ದೇವಸ್ಥಾನದ ಕಾಮಗಾರಿಗೆ ಭೂಮಿಪೂಜೆ bbox=[774, 1841, 1026, 1866]
masthead-date: 4 ಮೇ 2025 bbox=[45, 84, 136, 103]
story-body bbox=[780, 1247, 1007, 1490]
